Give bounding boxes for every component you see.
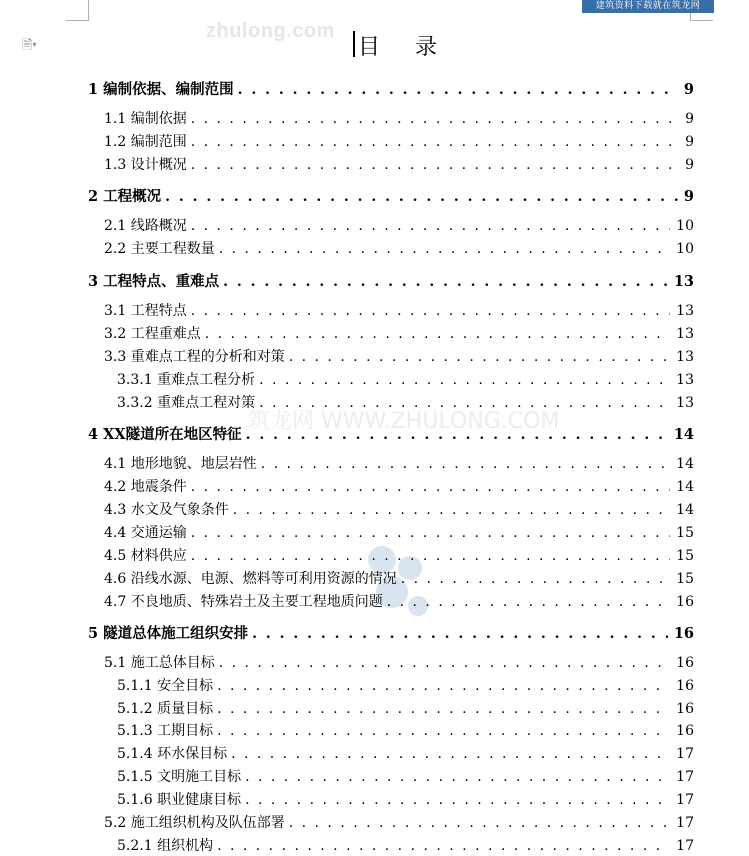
- toc-entry[interactable]: [104, 545, 694, 565]
- toc-entry-title: 4.3 水文及气象条件: [104, 502, 229, 518]
- toc-entry-title: 3.2 工程重难点: [104, 326, 201, 342]
- toc-entry[interactable]: [104, 131, 694, 151]
- toc-entry[interactable]: [104, 300, 694, 320]
- toc-entry-page: 16: [676, 723, 694, 739]
- toc-entry-title: 5.2 施工组织机构及队伍部署: [104, 815, 285, 831]
- toc-entry-page: 15: [676, 571, 694, 587]
- toc-entry-title: 5.2.1 组织机构: [117, 838, 214, 854]
- toc-entry-page: 15: [676, 525, 694, 541]
- toc-entry[interactable]: [104, 323, 694, 343]
- watermark-top: zhulong.com: [206, 20, 335, 42]
- toc-entry[interactable]: [104, 453, 694, 473]
- toc-dot-leader: [217, 678, 670, 694]
- toc-entry[interactable]: [88, 270, 694, 291]
- toc-entry[interactable]: [117, 369, 694, 389]
- toc-entry[interactable]: [104, 346, 694, 366]
- toc-entry-title: 5.1.2 质量目标: [117, 701, 214, 717]
- toc-entry[interactable]: [104, 215, 694, 235]
- toc-entry-page: 16: [676, 594, 694, 610]
- toc-entry[interactable]: [104, 108, 694, 128]
- toc-entry-page: 14: [676, 502, 694, 518]
- toc-entry[interactable]: [88, 622, 694, 643]
- toc-dot-leader: [165, 189, 678, 205]
- toc-entry-page: 17: [676, 769, 694, 785]
- toc-dot-leader: [245, 792, 670, 808]
- toc-entry[interactable]: [104, 522, 694, 542]
- toc-entry-title: 4.5 材料供应: [104, 548, 187, 564]
- toc-entry-title: 5.1.3 工期目标: [117, 723, 214, 739]
- toc-dot-leader: [401, 571, 670, 587]
- toc-entry[interactable]: [88, 185, 694, 206]
- toc-dot-leader: [191, 303, 670, 319]
- toc-entry-title: 1 编制依据、编制范围: [88, 81, 234, 98]
- toc-entry-page: 9: [685, 111, 694, 127]
- toc-dot-leader: [191, 548, 670, 564]
- toc-entry[interactable]: [104, 812, 694, 832]
- toc-entry-title: 3.3.1 重难点工程分析: [117, 372, 256, 388]
- toc-dot-leader: [217, 838, 670, 854]
- watermark-middle: 筑龙网 WWW.ZHULONG.COM: [248, 409, 560, 434]
- toc-entry-title: 4.1 地形地貌、地层岩性: [104, 456, 257, 472]
- toc-entry-title: 4.6 沿线水源、电源、燃料等可利用资源的情况: [104, 571, 397, 587]
- toc-entry-page: 13: [676, 303, 694, 319]
- toc-dot-leader: [233, 502, 670, 518]
- toc-entry[interactable]: [117, 835, 694, 855]
- toc-entry[interactable]: [117, 698, 694, 718]
- toc-entry-title: 2 工程概况: [88, 188, 162, 205]
- toc-entry-title: 3.3.2 重难点工程对策: [117, 395, 256, 411]
- toc-entry-page: 17: [676, 815, 694, 831]
- text-cursor: [353, 31, 355, 57]
- toc-entry-page: 16: [673, 625, 694, 642]
- toc-entry-title: 4.2 地震条件: [104, 479, 187, 495]
- toc-dot-leader: [205, 326, 670, 342]
- toc-entry[interactable]: [117, 720, 694, 740]
- toc-dot-leader: [191, 111, 679, 127]
- toc-entry-page: 9: [685, 134, 694, 150]
- toc-entry[interactable]: [104, 591, 694, 611]
- toc-dot-leader: [223, 274, 668, 290]
- toc-entry-page: 16: [676, 655, 694, 671]
- toc-dot-leader: [246, 427, 668, 443]
- toc-dot-leader: [289, 815, 670, 831]
- page-corner-mark-left: [66, 0, 89, 21]
- toc-entry[interactable]: [104, 652, 694, 672]
- toc-dot-leader: [191, 479, 670, 495]
- toc-dot-leader: [219, 241, 670, 257]
- toc-dot-leader: [191, 157, 679, 173]
- toc-entry-title: 2.2 主要工程数量: [104, 241, 215, 257]
- toc-entry-page: 14: [676, 456, 694, 472]
- site-banner: 建筑资料下载就在筑龙网: [582, 0, 714, 13]
- toc-entry-page: 13: [676, 372, 694, 388]
- toc-entry-page: 14: [673, 426, 694, 443]
- toc-dot-leader: [191, 134, 679, 150]
- toc-dot-leader: [252, 626, 668, 642]
- toc-entry-page: 9: [683, 81, 694, 98]
- toc-entry-title: 1.1 编制依据: [104, 111, 187, 127]
- toc-entry-title: 1.2 编制范围: [104, 134, 187, 150]
- toc-entry-page: 13: [676, 326, 694, 342]
- toc-dot-leader: [231, 746, 670, 762]
- toc-entry-page: 10: [676, 218, 694, 234]
- toc-entry-title: 5.1.4 环水保目标: [117, 746, 228, 762]
- toc-entry-title: 5 隧道总体施工组织安排: [88, 625, 249, 642]
- toc-dot-leader: [259, 372, 670, 388]
- toc-entry-title: 3 工程特点、重难点: [88, 273, 220, 290]
- toc-entry-page: 17: [676, 792, 694, 808]
- toc-entry[interactable]: [117, 392, 694, 412]
- toc-entry[interactable]: [88, 423, 694, 444]
- toc-entry[interactable]: [104, 154, 694, 174]
- toc-dot-leader: [289, 349, 670, 365]
- toc-entry-title: 3.3 重难点工程的分析和对策: [104, 349, 285, 365]
- toc-entry-title: 5.1.6 职业健康目标: [117, 792, 242, 808]
- toc-entry-title: 3.1 工程特点: [104, 303, 187, 319]
- toc-entry-page: 13: [673, 273, 694, 290]
- toc-dot-leader: [217, 701, 670, 717]
- page-title: 目 录: [358, 35, 451, 60]
- toc-entry[interactable]: [104, 499, 694, 519]
- toc-entry-page: 16: [676, 701, 694, 717]
- toc-entry[interactable]: [117, 766, 694, 786]
- toc-dot-leader: [191, 218, 670, 234]
- toc-entry[interactable]: [88, 78, 694, 99]
- toc-entry-title: 4.7 不良地质、特殊岩土及主要工程地质问题: [104, 594, 383, 610]
- toc-dot-leader: [238, 82, 678, 98]
- toc-entry-title: 4.4 交通运输: [104, 525, 187, 541]
- toc-entry-page: 17: [676, 746, 694, 762]
- toc-entry[interactable]: [104, 476, 694, 496]
- toc-dot-leader: [245, 769, 670, 785]
- toc-entry[interactable]: [104, 238, 694, 258]
- toc-entry-title: 5.1 施工总体目标: [104, 655, 215, 671]
- toc-entry-page: 16: [676, 678, 694, 694]
- toc-entry-page: 14: [676, 479, 694, 495]
- toc-entry-page: 13: [676, 349, 694, 365]
- toc-dot-leader: [191, 525, 670, 541]
- toc-entry-title: 2.1 线路概况: [104, 218, 187, 234]
- toc-entry[interactable]: [104, 568, 694, 588]
- toc-entry[interactable]: [117, 675, 694, 695]
- document-icon[interactable]: 🗎▾: [22, 38, 37, 53]
- toc-entry-title: 1.3 设计概况: [104, 157, 187, 173]
- toc-dot-leader: [217, 723, 670, 739]
- toc-dot-leader: [219, 655, 670, 671]
- toc-entry-page: 10: [676, 241, 694, 257]
- toc-dot-leader: [261, 456, 670, 472]
- toc-entry-title: 5.1.1 安全目标: [117, 678, 214, 694]
- toc-entry-page: 17: [676, 838, 694, 854]
- toc-entry-title: 5.1.5 文明施工目标: [117, 769, 242, 785]
- toc-entry[interactable]: [117, 743, 694, 763]
- toc-entry-title: 4 XX隧道所在地区特征: [88, 426, 242, 443]
- toc-entry[interactable]: [117, 789, 694, 809]
- toc-dot-leader: [387, 594, 670, 610]
- toc-dot-leader: [259, 395, 670, 411]
- toc-entry-page: 9: [685, 157, 694, 173]
- toc-entry-page: 13: [676, 395, 694, 411]
- toc-entry-page: 15: [676, 548, 694, 564]
- toc-entry-page: 9: [683, 188, 694, 205]
